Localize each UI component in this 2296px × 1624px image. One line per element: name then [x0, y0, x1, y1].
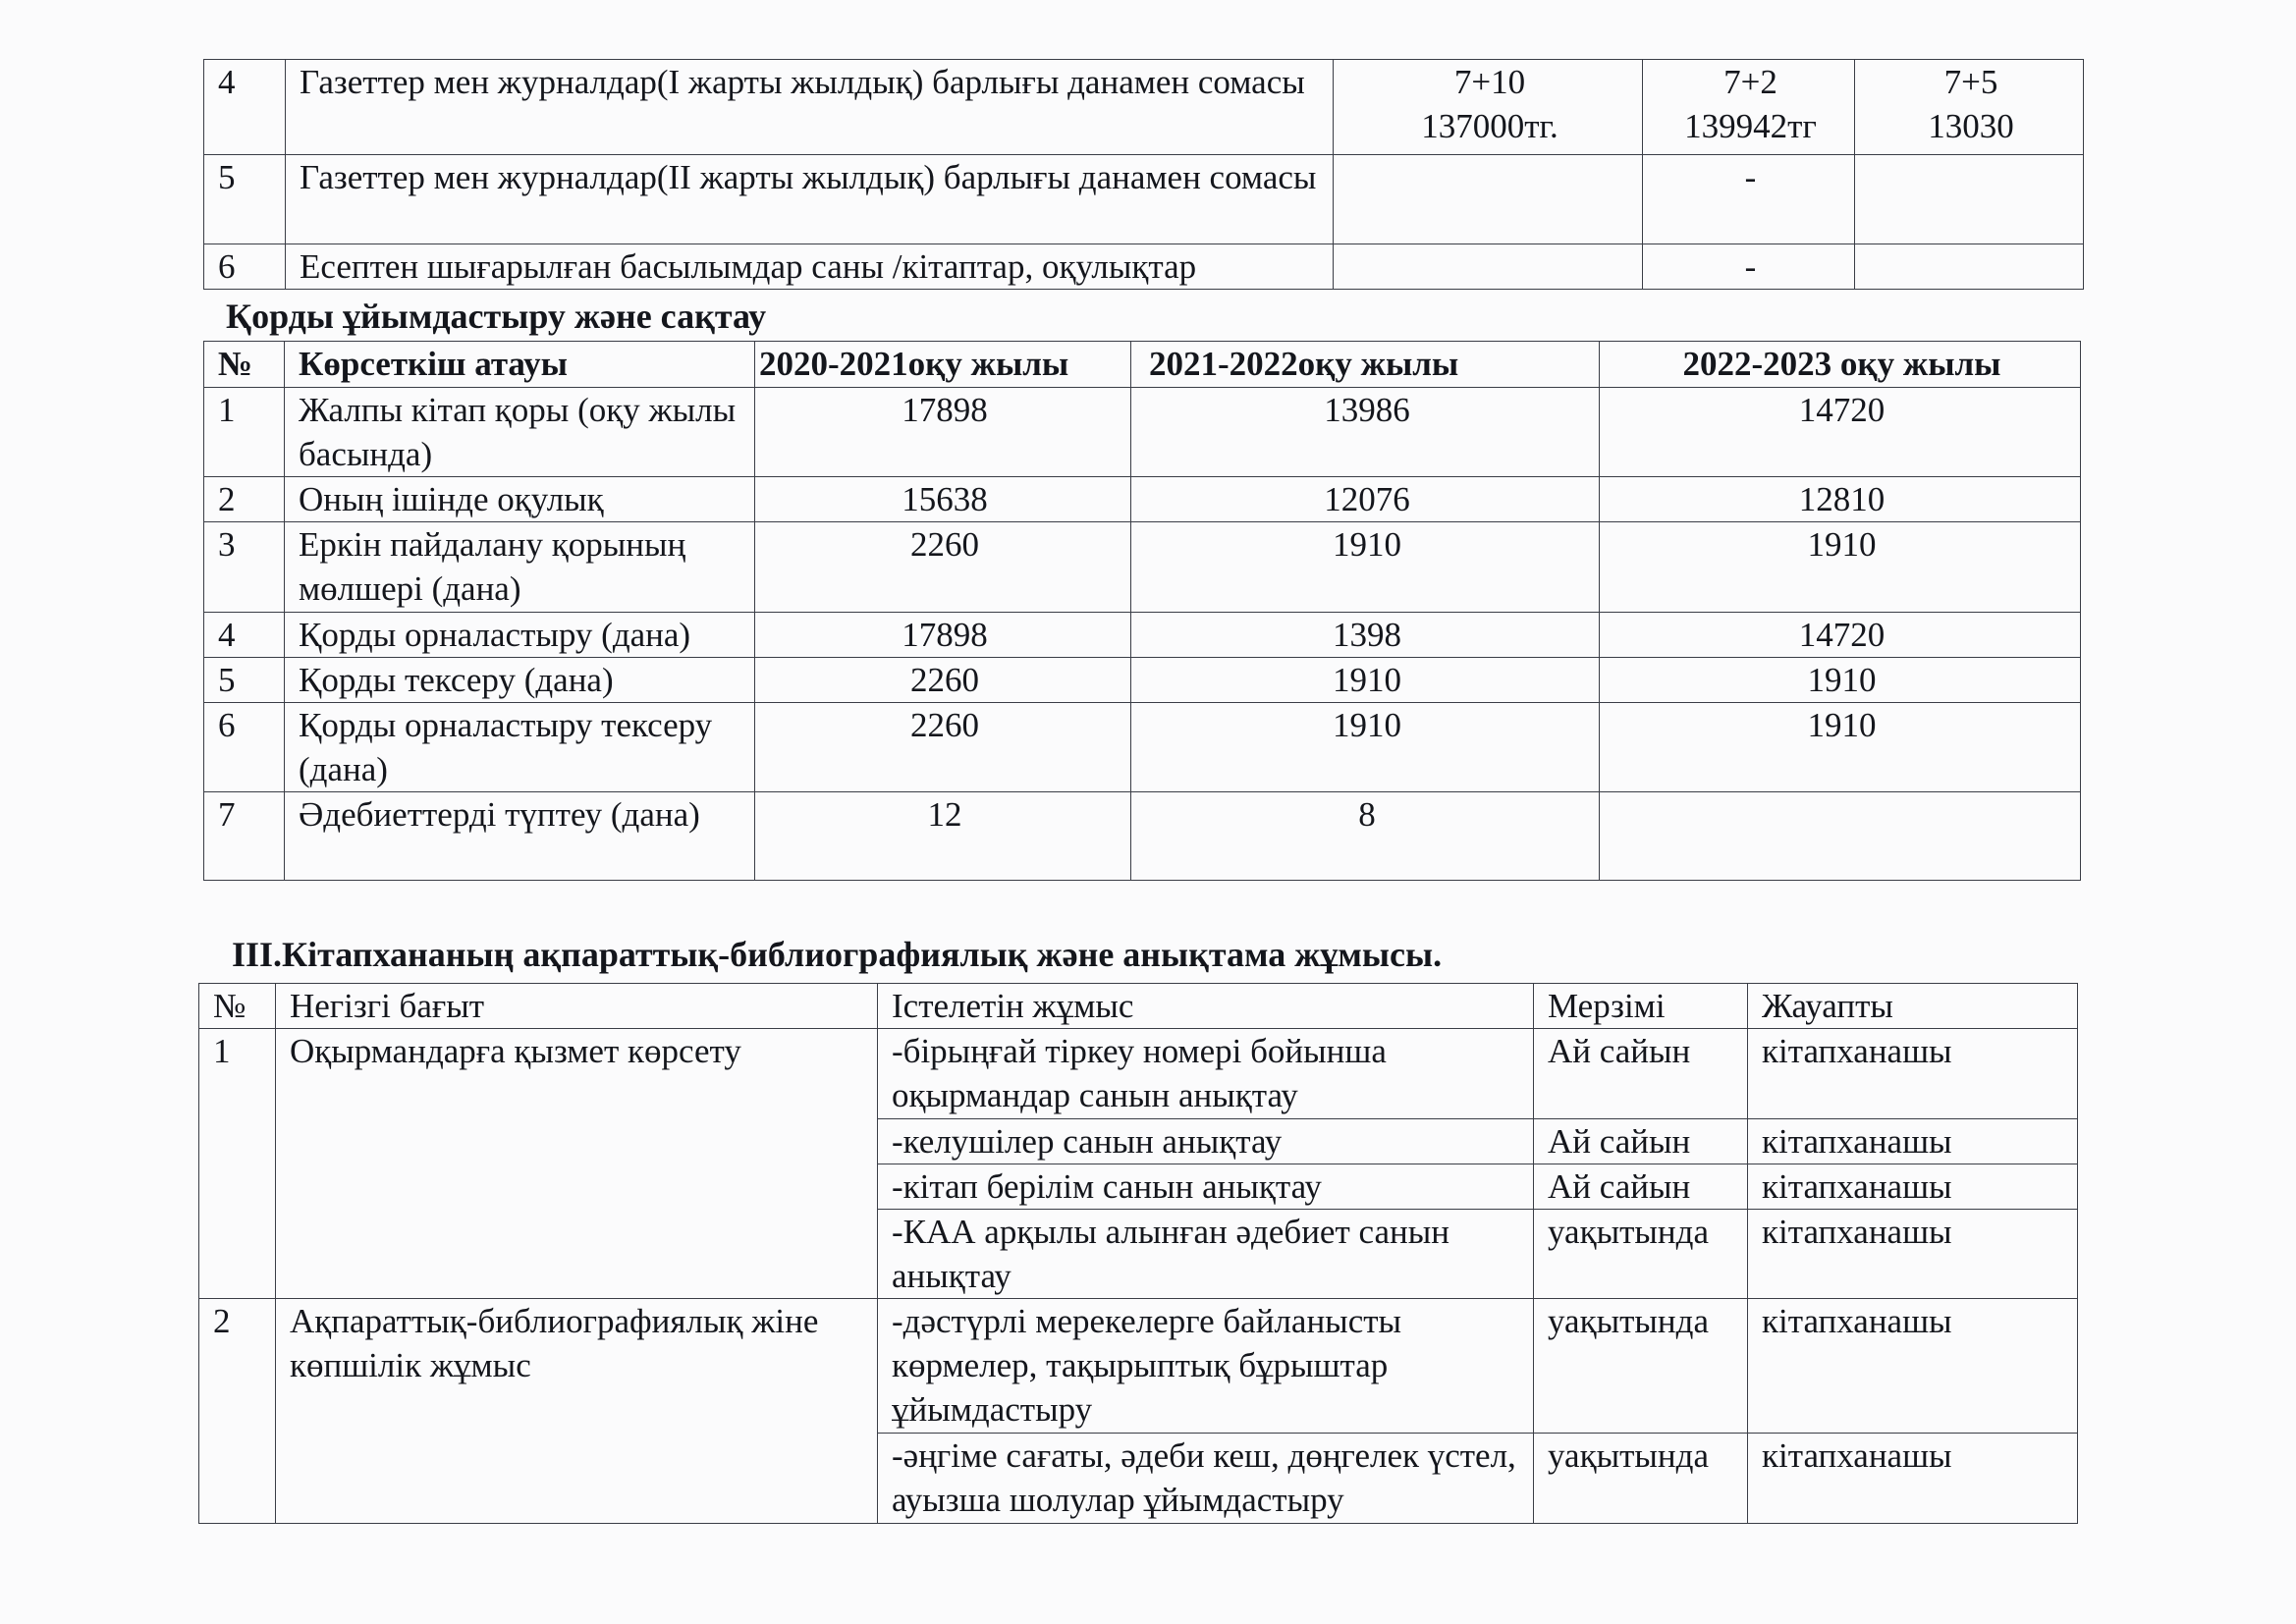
value-cell: 17898 [755, 388, 1131, 477]
indicator-name: Жалпы кітап қоры (оқу жылы басында) [285, 388, 755, 477]
header-cell: Көрсеткіш атауы [285, 342, 755, 388]
value-cell: - [1643, 155, 1855, 244]
row-number: 4 [204, 60, 286, 155]
header-cell: 2022-2023 оқу жылы [1600, 342, 2081, 388]
value-cell: 13986 [1131, 388, 1600, 477]
info-work-table [198, 983, 2078, 1524]
row-number: 4 [204, 613, 285, 658]
value-cell: 7+2 139942тг [1643, 60, 1855, 155]
row-number: 3 [204, 522, 285, 613]
indicator-name: Газеттер мен журналдар(ІІ жарты жылдық) барлығы данамен сомасы [286, 155, 1334, 244]
row-number: 7 [204, 792, 285, 881]
table-row [204, 792, 2081, 881]
work-cell: -КАА арқылы алынған әдебиет санын анықтау [878, 1210, 1534, 1299]
table-row [199, 1029, 2078, 1119]
value-cell: 1910 [1600, 522, 2081, 613]
table-header-row [199, 984, 2078, 1029]
header-cell: Мерзімі [1534, 984, 1748, 1029]
work-cell: -кітап берілім санын анықтау [878, 1164, 1534, 1210]
header-cell: 2020-2021оқу жылы [755, 342, 1131, 388]
indicator-name: Еркін пайдалану қорының мөлшері (дана) [285, 522, 755, 613]
value-cell: 1398 [1131, 613, 1600, 658]
table-row [204, 60, 2084, 155]
indicator-name: Қорды тексеру (дана) [285, 658, 755, 703]
direction-cell: Оқырмандарға қызмет көрсету [276, 1029, 878, 1299]
work-cell: -келушілер санын анықтау [878, 1119, 1534, 1164]
header-cell: Жауапты [1748, 984, 2078, 1029]
table-row [204, 155, 2084, 244]
responsible-cell: кітапханашы [1748, 1119, 2078, 1164]
value-cell [1334, 244, 1643, 290]
row-number: 5 [204, 658, 285, 703]
value-cell: 12810 [1600, 477, 2081, 522]
row-number: 1 [199, 1029, 276, 1299]
row-number: 1 [204, 388, 285, 477]
value-cell: 8 [1131, 792, 1600, 881]
direction-cell: Ақпараттық-библиографиялық жіне көпшілік жұмыс [276, 1299, 878, 1524]
table-row [204, 244, 2084, 290]
responsible-cell: кітапханашы [1748, 1210, 2078, 1299]
value-cell: 2260 [755, 703, 1131, 792]
deadline-cell: уақытында [1534, 1299, 1748, 1434]
value-cell: 7+10 137000тг. [1334, 60, 1643, 155]
table-row [204, 477, 2081, 522]
value-cell: 2260 [755, 522, 1131, 613]
value-cell [1600, 792, 2081, 881]
fund-table [203, 341, 2081, 881]
value-cell: 12 [755, 792, 1131, 881]
value-cell [1334, 155, 1643, 244]
work-cell: -бірыңғай тіркеу номері бойынша оқырмандар санын анықтау [878, 1029, 1534, 1119]
indicator-name: Қорды орналастыру (дана) [285, 613, 755, 658]
value-cell: - [1643, 244, 1855, 290]
row-number: 2 [204, 477, 285, 522]
value-cell [1855, 155, 2084, 244]
deadline-cell: Ай сайын [1534, 1164, 1748, 1210]
row-number: 6 [204, 703, 285, 792]
table-row [204, 703, 2081, 792]
row-number: 6 [204, 244, 286, 290]
section-heading-fund: Қорды ұйымдастыру және сақтау [226, 297, 767, 336]
table-row [204, 388, 2081, 477]
table-row [199, 1299, 2078, 1434]
work-cell: -дәстүрлі мерекелерге байланысты көрмелер, тақырыптық бұрыштар ұйымдастыру [878, 1299, 1534, 1434]
table-row [204, 658, 2081, 703]
value-cell: 1910 [1600, 703, 2081, 792]
table-row [204, 522, 2081, 613]
value-cell [1855, 244, 2084, 290]
value-cell: 7+5 13030 [1855, 60, 2084, 155]
section-heading-info: ІІІ.Кітапхананың ақпараттық-библиографиялық және анықтама жұмысы. [232, 935, 1443, 974]
row-number: 2 [199, 1299, 276, 1524]
indicator-name: Әдебиеттерді түптеу (дана) [285, 792, 755, 881]
table-header-row [204, 342, 2081, 388]
deadline-cell: уақытында [1534, 1210, 1748, 1299]
value-cell: 2260 [755, 658, 1131, 703]
indicator-name: Газеттер мен журналдар(І жарты жылдық) барлығы данамен сомасы [286, 60, 1334, 155]
header-cell: Істелетін жұмыс [878, 984, 1534, 1029]
indicator-name: Оның ішінде оқулық [285, 477, 755, 522]
value-cell: 15638 [755, 477, 1131, 522]
header-cell: № [199, 984, 276, 1029]
header-cell: № [204, 342, 285, 388]
header-cell: Негізгі бағыт [276, 984, 878, 1029]
deadline-cell: уақытында [1534, 1434, 1748, 1524]
header-cell: 2021-2022оқу жылы [1131, 342, 1600, 388]
deadline-cell: Ай сайын [1534, 1029, 1748, 1119]
indicator-name: Қорды орналастыру тексеру (дана) [285, 703, 755, 792]
responsible-cell: кітапханашы [1748, 1299, 2078, 1434]
responsible-cell: кітапханашы [1748, 1029, 2078, 1119]
value-cell: 1910 [1131, 703, 1600, 792]
value-cell: 1910 [1600, 658, 2081, 703]
responsible-cell: кітапханашы [1748, 1164, 2078, 1210]
row-number: 5 [204, 155, 286, 244]
table-row [204, 613, 2081, 658]
periodicals-table [203, 59, 2084, 290]
deadline-cell: Ай сайын [1534, 1119, 1748, 1164]
indicator-name: Есептен шығарылған басылымдар саны /кітаптар, оқулықтар [286, 244, 1334, 290]
value-cell: 1910 [1131, 522, 1600, 613]
value-cell: 17898 [755, 613, 1131, 658]
work-cell: -әңгіме сағаты, әдеби кеш, дөңгелек үстел, ауызша шолулар ұйымдастыру [878, 1434, 1534, 1524]
responsible-cell: кітапханашы [1748, 1434, 2078, 1524]
value-cell: 14720 [1600, 388, 2081, 477]
value-cell: 12076 [1131, 477, 1600, 522]
value-cell: 14720 [1600, 613, 2081, 658]
value-cell: 1910 [1131, 658, 1600, 703]
